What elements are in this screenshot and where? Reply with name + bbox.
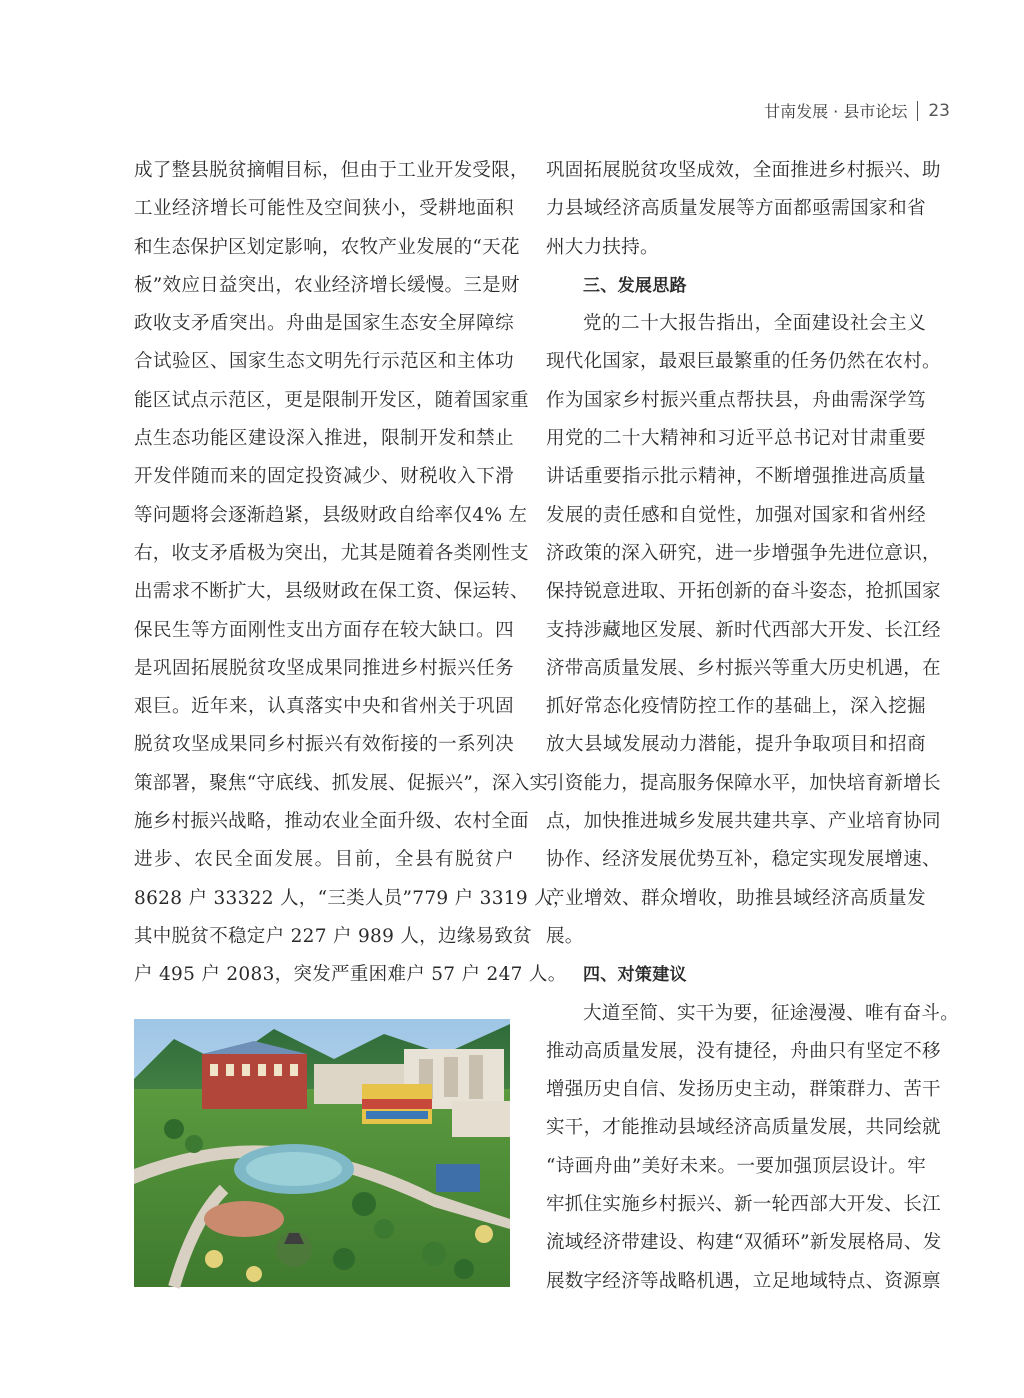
body-line: 成了整县脱贫摘帽目标，但由于工业开发受限，: [134, 160, 529, 181]
section-title: 甘南发展 · 县市论坛: [764, 102, 908, 121]
left-column: [134, 152, 572, 995]
body-line: 右，收支矛盾极为突出，尤其是随着各类刚性支: [134, 542, 529, 564]
body-line: 开发伴随而来的固定投资减少、财税收入下滑: [134, 466, 514, 488]
body-line: 牢抓住实施乡村振兴、新一轮西部大开发、长江: [546, 1194, 941, 1216]
body-line: 用党的二十大精神和习近平总书记对甘肃重要: [546, 428, 926, 450]
page-number: 23: [928, 100, 950, 121]
body-line: 艰巨。近年来，认真落实中央和省州关于巩固: [134, 696, 514, 718]
body-line: 脱贫攻坚成果同乡村振兴有效衔接的一系列决: [134, 734, 514, 756]
body-line: 增强历史自信、发扬历史主动，群策群力、苦干: [546, 1079, 941, 1101]
body-line: 进步、农民全面发展。目前，全县有脱贫户: [134, 849, 514, 871]
body-line: 出需求不断扩大，县级财政在保工资、保运转、: [134, 581, 529, 603]
body-line: 引资能力，提高服务保障水平，加快培育新增长: [546, 772, 941, 794]
body-line: 支持涉藏地区发展、新时代西部大开发、长江经: [546, 619, 941, 641]
right-column: [546, 152, 960, 1301]
body-line: 户 495 户 2083，突发严重困难户 57 户 247 人。: [134, 964, 567, 986]
body-line: 点生态功能区建设深入推进，限制开发和禁止: [134, 428, 514, 450]
body-line: 力县域经济高质量发展等方面都亟需国家和省: [546, 198, 926, 220]
body-line: 产业增效、群众增收，助推县域经济高质量发: [546, 887, 926, 909]
paragraph-first-line: 党的二十大报告指出，全面建设社会主义: [583, 313, 926, 335]
body-line: 推动高质量发展，没有捷径，舟曲只有坚定不移: [546, 1040, 941, 1062]
paragraph-last-line: 展。: [546, 925, 584, 947]
section-heading: 三、发展思路: [583, 275, 687, 296]
body-line: 能区试点示范区，更是限制开发区，随着国家重: [134, 389, 529, 411]
running-header: [764, 99, 950, 122]
photo-illustration: [134, 1019, 510, 1287]
body-line: 是巩固拓展脱贫攻坚成果同推进乡村振兴任务: [134, 657, 514, 679]
body-line: 板”效应日益突出，农业经济增长缓慢。三是财: [134, 274, 520, 296]
body-line: 点，加快推进城乡发展共建共享、产业培育协同: [546, 811, 941, 833]
body-line: 协作、经济发展优势互补，稳定实现发展增速、: [546, 849, 941, 871]
body-line: 8628 户 33322 人，“三类人员”779 户 3319 人，: [134, 887, 572, 909]
body-line: 抓好常态化疫情防控工作的基础上，深入挖掘: [546, 696, 926, 718]
body-line: 和生态保护区划定影响，农牧产业发展的“天花: [134, 236, 520, 258]
body-line: 政收支矛盾突出。舟曲是国家生态安全屏障综: [134, 313, 514, 335]
county-aerial-photo: [134, 1019, 510, 1287]
header-divider: [917, 101, 918, 121]
body-line: 其中脱贫不稳定户 227 户 989 人，边缘易致贫: [134, 925, 532, 947]
body-line: 合试验区、国家生态文明先行示范区和主体功: [134, 351, 514, 373]
body-line: 等问题将会逐渐趋紧，县级财政自给率仅4% 左: [134, 504, 528, 526]
body-line: 放大县域发展动力潜能，提升争取项目和招商: [546, 734, 926, 756]
body-line: 保民生等方面刚性支出方面存在较大缺口。四: [134, 619, 514, 641]
body-line: “诗画舟曲”美好未来。一要加强顶层设计。牢: [546, 1155, 926, 1177]
body-line: 展数字经济等战略机遇，立足地域特点、资源禀: [546, 1270, 941, 1292]
body-line: 发展的责任感和自觉性，加强对国家和省州经: [546, 504, 926, 526]
body-line: 现代化国家，最艰巨最繁重的任务仍然在农村。: [546, 351, 941, 373]
body-line: 济政策的深入研究，进一步增强争先进位意识，: [546, 542, 941, 564]
body-line: 流域经济带建设、构建“双循环”新发展格局、发: [546, 1232, 942, 1254]
section-heading: 四、对策建议: [583, 965, 687, 986]
body-line: 施乡村振兴战略，推动农业全面升级、农村全面: [134, 811, 529, 833]
body-line: 策部署，聚焦“守底线、抓发展、促振兴”，深入实: [134, 772, 549, 794]
body-line: 工业经济增长可能性及空间狭小，受耕地面积: [134, 198, 514, 220]
body-line: 讲话重要指示批示精神，不断增强推进高质量: [546, 466, 926, 488]
body-line: 作为国家乡村振兴重点帮扶县，舟曲需深学笃: [546, 389, 926, 411]
paragraph-first-line: 大道至简、实干为要，征途漫漫、唯有奋斗。: [583, 1002, 960, 1024]
paragraph-last-line: 州大力扶持。: [546, 236, 659, 258]
body-line: 实干，才能推动县域经济高质量发展，共同绘就: [546, 1117, 941, 1139]
body-line: 保持锐意进取、开拓创新的奋斗姿态，抢抓国家: [546, 581, 941, 603]
body-line: 巩固拓展脱贫攻坚成效，全面推进乡村振兴、助: [546, 160, 941, 181]
body-line: 济带高质量发展、乡村振兴等重大历史机遇，在: [546, 657, 941, 679]
